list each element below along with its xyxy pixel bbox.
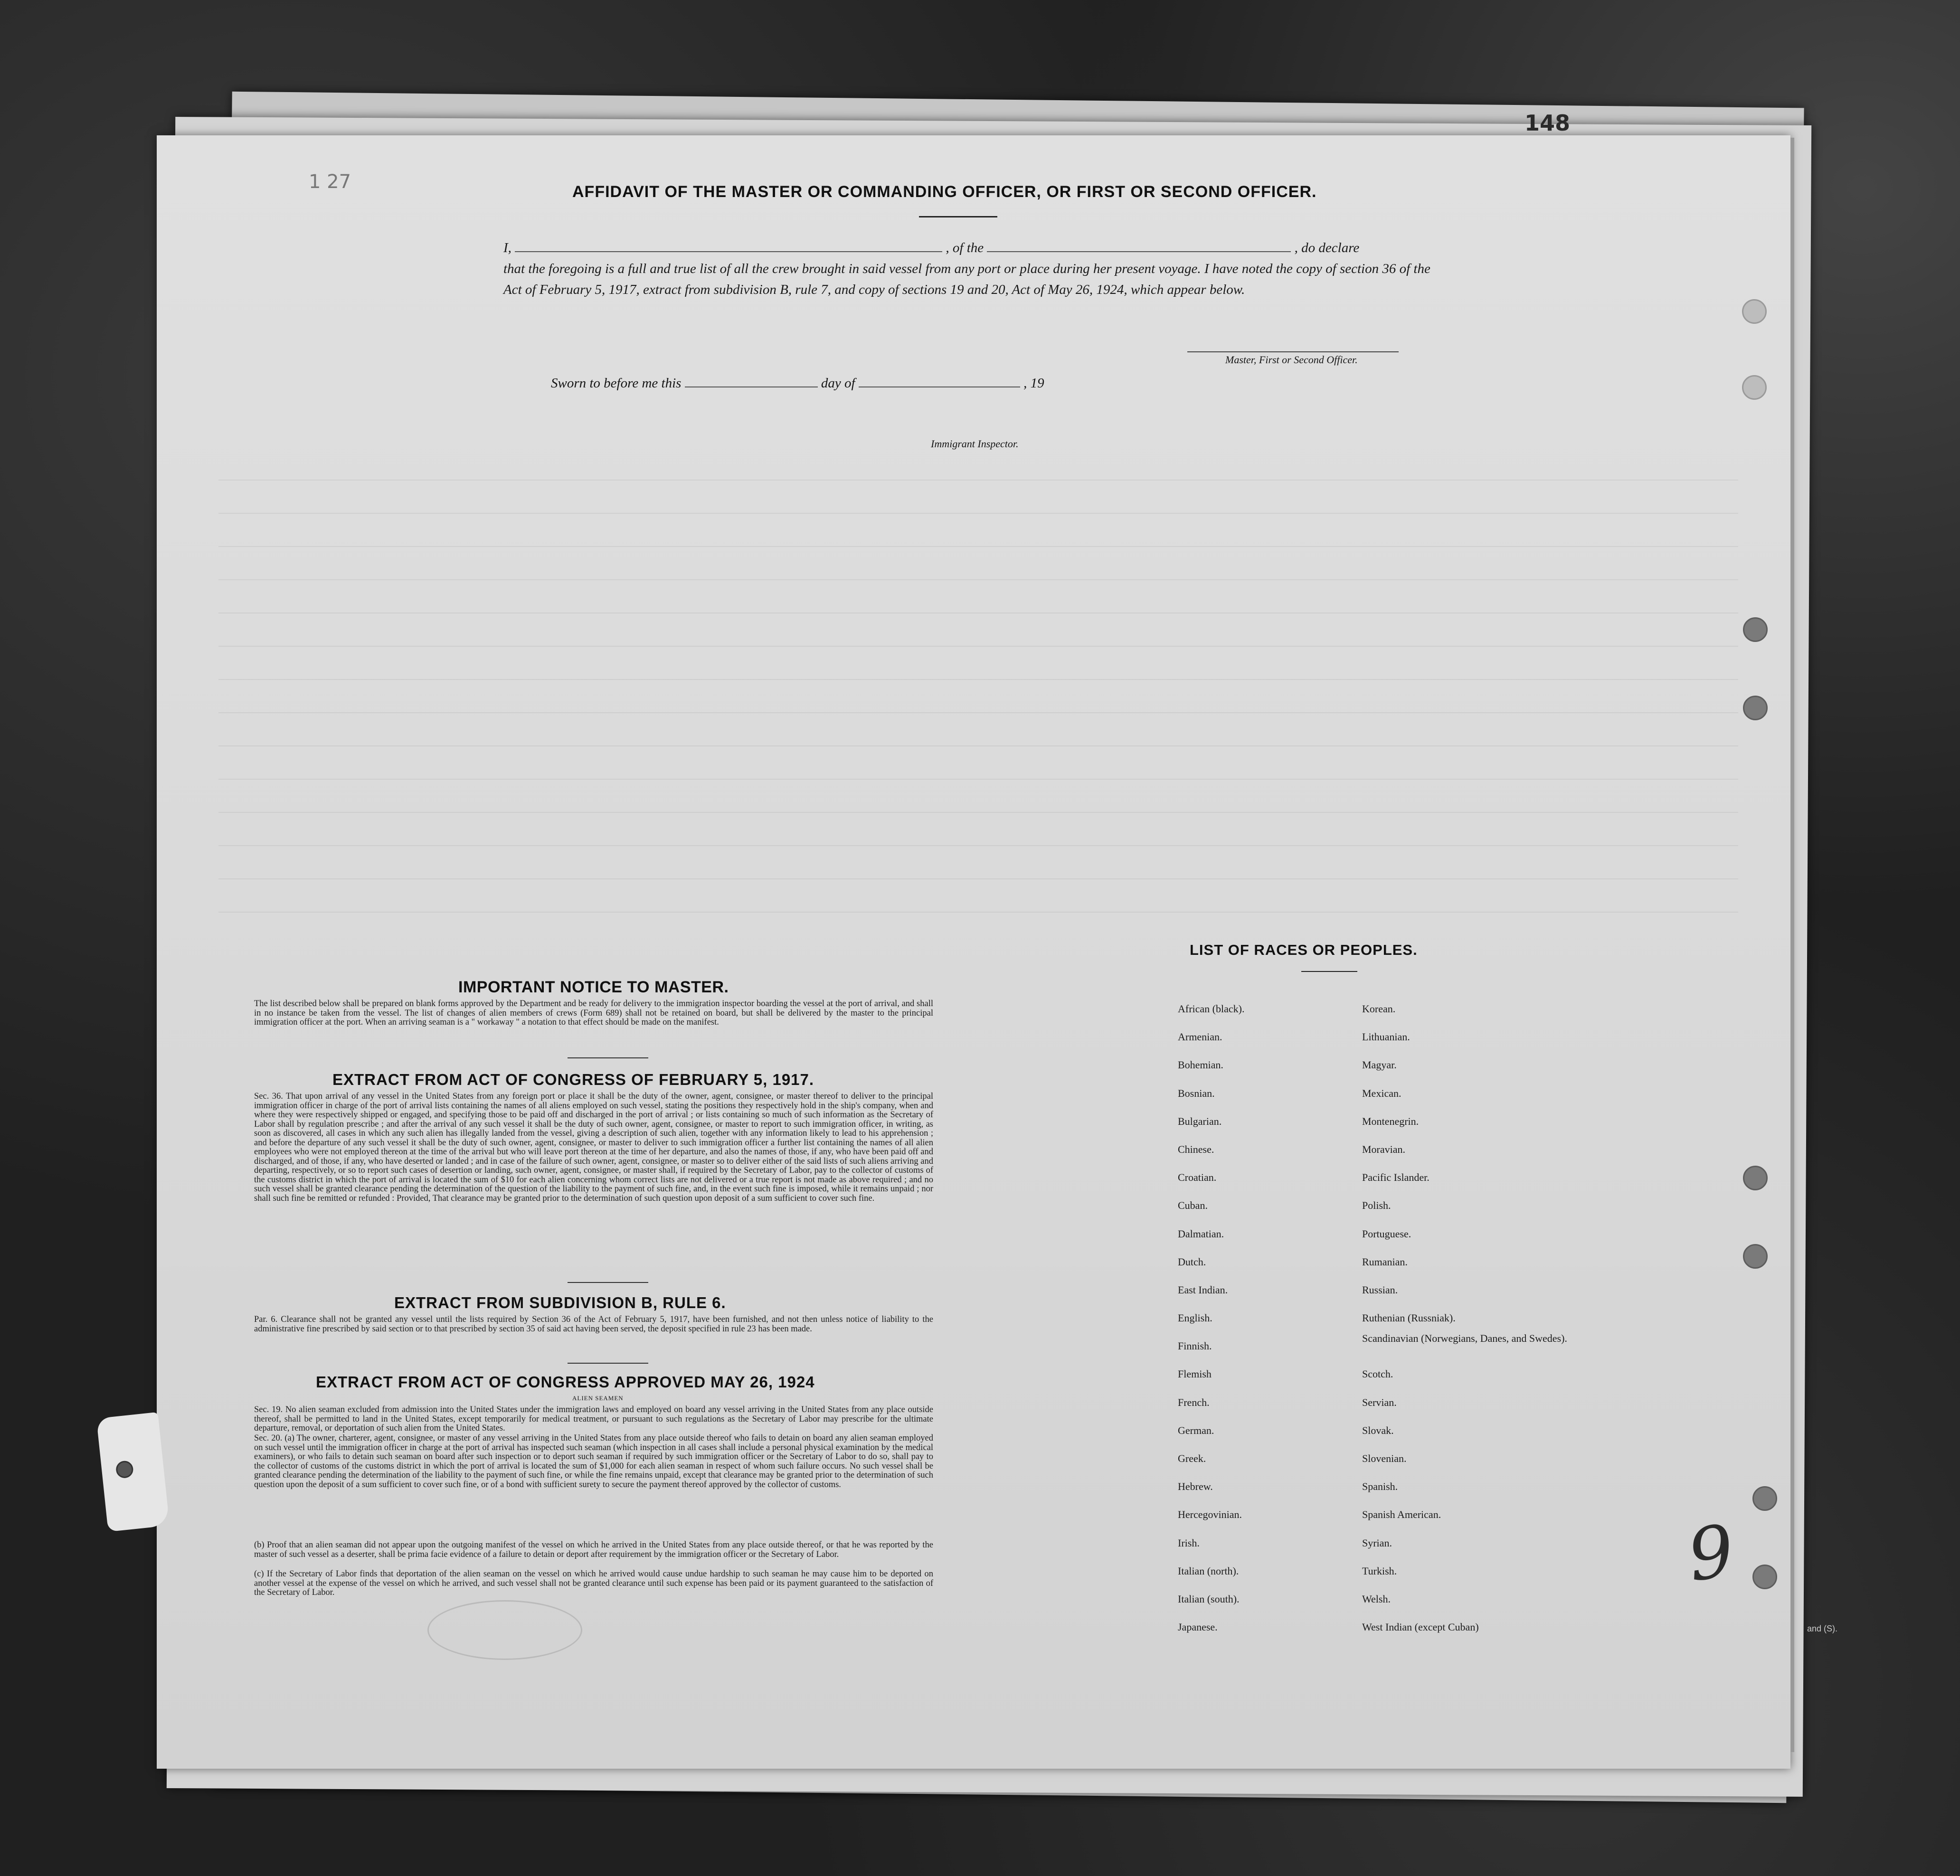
punch-hole	[1742, 299, 1767, 324]
month-field[interactable]	[859, 375, 1020, 387]
alien-seamen-subtitle: ALIEN SEAMEN	[572, 1395, 624, 1402]
races-column-2	[1362, 995, 1567, 1641]
tag-hole	[115, 1460, 134, 1479]
race-item: Syrian.	[1362, 1537, 1392, 1549]
race-item: Japanese.	[1178, 1621, 1218, 1633]
declaration-do-declare: , do declare	[1294, 240, 1360, 255]
race-item: Italian (north).	[1178, 1565, 1239, 1577]
race-item: Scandinavian (Norwegians, Danes, and Swedes).	[1362, 1332, 1567, 1345]
race-item: Hebrew.	[1178, 1480, 1213, 1493]
bleed-through-line	[218, 579, 1738, 580]
race-item: Rumanian.	[1362, 1255, 1408, 1268]
race-item: Welsh.	[1362, 1593, 1391, 1605]
race-item: Mexican.	[1362, 1087, 1401, 1099]
race-item: Slovak.	[1362, 1424, 1394, 1436]
race-item: Italian (south).	[1178, 1593, 1240, 1605]
race-item: Russian.	[1362, 1283, 1398, 1296]
bleed-through-line	[218, 812, 1738, 813]
page-number: 148	[1524, 110, 1571, 136]
sworn-line	[551, 375, 1044, 391]
race-item: Dalmatian.	[1178, 1227, 1224, 1240]
race-item: Polish.	[1362, 1199, 1391, 1212]
race-item: English.	[1178, 1312, 1212, 1324]
race-item: Croatian.	[1178, 1171, 1217, 1184]
vessel-field[interactable]	[987, 240, 1291, 252]
punch-hole	[1752, 1486, 1777, 1511]
section-separator	[568, 1363, 648, 1364]
punch-hole	[1743, 1244, 1768, 1269]
title-rule	[919, 216, 997, 217]
race-item: Bulgarian.	[1178, 1115, 1222, 1127]
signature-line[interactable]	[1187, 351, 1399, 352]
race-item: Hercegovinian.	[1178, 1508, 1242, 1521]
races-column-1	[1178, 995, 1244, 1641]
race-item: Pacific Islander.	[1362, 1171, 1430, 1184]
section-separator	[568, 1057, 648, 1058]
punch-hole	[1742, 375, 1767, 400]
affidavit-title: AFFIDAVIT OF THE MASTER OR COMMANDING OFFICER, OR FIRST OR SECOND OFFICER.	[572, 183, 1317, 201]
title-rule	[1301, 971, 1357, 972]
section-20b-text: (b) Proof that an alien seaman did not appear upon the outgoing manifest of the vessel on which he arrived in the United States from any place outside thereof, or that he was reported by the master of such vessel as a deserter, shall be prima facie evidence of a failure to detain or deport after requirement by the immigration officer or the Secretary of Labor.	[254, 1540, 933, 1559]
race-item: Servian.	[1362, 1396, 1397, 1408]
sworn-year: , 19	[1023, 376, 1044, 391]
punch-hole	[1743, 1166, 1768, 1190]
race-item: French.	[1178, 1396, 1210, 1408]
punch-hole	[1743, 617, 1768, 642]
race-item: Slovenian.	[1362, 1452, 1407, 1464]
race-item: Portuguese.	[1362, 1227, 1411, 1240]
margin-note: 1 27	[309, 171, 351, 193]
race-item: Korean.	[1362, 1003, 1396, 1015]
sworn-prefix: Sworn to before me this	[551, 376, 682, 391]
race-item: Lithuanian.	[1362, 1031, 1410, 1043]
bleed-through-line	[218, 546, 1738, 547]
race-item: West Indian (except Cuban)	[1362, 1621, 1479, 1633]
section-separator	[568, 1282, 648, 1283]
race-item: Spanish.	[1362, 1480, 1398, 1493]
inspector-label: Immigrant Inspector.	[931, 438, 1019, 450]
bleed-through-line	[218, 679, 1738, 680]
declaration-body: that the foregoing is a full and true list of all the crew brought in said vessel from any port or place during her present voyage. I have noted the copy of section 36 of the Act of February 5, 1917, extract from subdivision B, rule 7, and copy of sections 19 and 20, Act of May 26, 1924, which appear below.	[503, 261, 1430, 297]
race-item: Dutch.	[1178, 1255, 1206, 1268]
bleed-through-line	[218, 878, 1738, 879]
race-item: Irish.	[1178, 1537, 1200, 1549]
notice-body: The list described below shall be prepared on blank forms approved by the Department and be ready for delivery to the immigration inspector boarding the vessel at the port of arrival, and shall in no instance be taken from the vessel. The list of changes of alien members of crews (Form 689) shall not be retained on board, but shall be delivered by the master to the principal immigration officer at the port. When an arriving seaman is a " workaway " a notation to that effect should be made on the manifest.	[254, 999, 933, 1027]
notice-title: IMPORTANT NOTICE TO MASTER.	[458, 978, 729, 996]
race-item: African (black).	[1178, 1003, 1245, 1015]
race-item: Greek.	[1178, 1452, 1206, 1464]
section-20-text: Sec. 20. (a) The owner, charterer, agent, consignee, or master of any vessel arriving in the United States from any place outside thereof who fails to detain on board any alien seaman employed on such vessel until the immigration officer in charge at the port of arrival has inspected such seaman (which inspection in all cases shall include a personal physical examination by the medical examiners), or who fails to detain such seaman on board after such inspection or to deport such seaman if required by such immigration officer or the Secretary of Labor to do so, shall pay to the collector of customs of the customs district in which the port of arrival is located the sum of $1,000 for each alien seaman in respect of whom such failure occurs. No such vessel shall be granted clearance pending the determination of the liability to the payment of such fine, or while the fine remains unpaid, except that clearance may be granted prior to the determination of such question upon the deposit of a sum sufficient to cover such fine, or of a bond with sufficient surety to secure the payment thereof approved by the collector of customs.	[254, 1433, 933, 1489]
punch-hole	[1752, 1565, 1777, 1589]
day-field[interactable]	[685, 375, 818, 387]
bleed-through-line	[218, 912, 1738, 913]
race-item: German.	[1178, 1424, 1214, 1436]
subdivision-title: EXTRACT FROM SUBDIVISION B, RULE 6.	[394, 1294, 726, 1311]
declaration-line	[503, 237, 1434, 258]
race-item: Montenegrin.	[1362, 1115, 1419, 1127]
race-item: Ruthenian (Russniak).	[1362, 1312, 1456, 1324]
extract-1917-title: EXTRACT FROM ACT OF CONGRESS OF FEBRUARY 5, 1917.	[332, 1071, 814, 1088]
page-edge	[1790, 138, 1794, 1752]
affidavit-declaration	[503, 237, 1434, 300]
faded-stamp	[427, 1600, 582, 1660]
section-36-text: Sec. 36. That upon arrival of any vessel in the United States from any foreign port or place it shall be the duty of the owner, agent, consignee, or master thereof to deliver to the principal immigration officer in charge of the port of arrival lists containing the names of all aliens employed on such vessel, stating the positions they respectively hold in the ship's company, when and where they were respectively shipped or engaged, and specifying those to be paid off and discharged in the port of arrival ; or lists containing so much of such information as the Secretary of Labor shall by regulation prescribe ; and after the arrival of any such vessel it shall be the duty of such owner, agent, consignee, or master to report to such immigration officer, in writing, as soon as discovered, all cases in which any such alien has illegally landed from the vessel, giving a description of such alien, together with any information likely to lead to his apprehension ; and before the departure of any such vessel it shall be the duty of such owner, agent, consignee, or master to deliver to such immigration officer a further list containing the names of all alien employees who were not employed thereon at the time of the arrival but who will leave port thereon at the time of her departure, and also the names of those, if any, who have been paid off and discharged, and of those, if any, who have deserted or landed ; and in case of the failure of such owner, agent, consignee, or master so to deliver either of the said lists of such aliens arriving and departing, respectively, or so to report such cases of desertion or landing, such owner, agent, consignee, or master shall, if required by the Secretary of Labor, pay to the collector of customs of the customs district in which the port of arrival is located the sum of $10 for each alien concerning whom correct lists are not delivered or a true report is not made as above required ; and no such vessel shall be granted clearance pending the determination of the question of the liability to the payment of such fine, and, in the event such fine is imposed, while it remains unpaid ; nor shall such fine be remitted or refunded : Provided, That clearance may be granted prior to the determination of such question upon deposit of a sum sufficient to cover such fine.	[254, 1092, 933, 1203]
race-item: East Indian.	[1178, 1283, 1228, 1296]
paper-tag	[96, 1412, 170, 1532]
bleed-through-line	[218, 745, 1738, 746]
race-item: Cuban.	[1178, 1199, 1208, 1212]
race-item: Chinese.	[1178, 1143, 1214, 1155]
race-item: Bosnian.	[1178, 1087, 1215, 1099]
bleed-through-line	[218, 480, 1738, 481]
handwritten-mark: 9	[1683, 1509, 1740, 1598]
race-item: Moravian.	[1362, 1143, 1406, 1155]
race-item: Armenian.	[1178, 1031, 1222, 1043]
extract-1924-title: EXTRACT FROM ACT OF CONGRESS APPROVED MAY 26, 1924	[316, 1373, 815, 1391]
sworn-day-of: day of	[821, 376, 855, 391]
punch-hole	[1743, 696, 1768, 720]
bleed-through-line	[218, 513, 1738, 514]
race-item: Spanish American.	[1362, 1508, 1441, 1521]
bleed-through-line	[218, 845, 1738, 846]
bleed-through-line	[218, 712, 1738, 713]
section-20c-text: (c) If the Secretary of Labor finds that deportation of the alien seaman on the vessel on which he arrived would cause undue hardship to such seaman he may cause him to be deported on another vessel at the expense of the vessel on which he arrived, and such vessel shall not be granted clearance until such expense has been paid or its payment guaranteed to the satisfaction of the Secretary of Labor.	[254, 1569, 933, 1597]
race-item: Scotch.	[1362, 1368, 1393, 1380]
race-item: Finnish.	[1178, 1340, 1212, 1352]
race-item: Turkish.	[1362, 1565, 1397, 1577]
bleed-through-line	[218, 646, 1738, 647]
signature-label: Master, First or Second Officer.	[1225, 354, 1358, 366]
paragraph-6-text: Par. 6. Clearance shall not be granted any vessel until the lists required by Section 36 of the Act of February 5, 1917, have been furnished, and not then unless notice of liability to the administrative fine prescribed by said section or to that prescribed by section 35 of said act having been served, the deposit specified in rule 23 has been made.	[254, 1315, 933, 1334]
declaration-i: I,	[503, 240, 511, 255]
edge-text: and (S).	[1807, 1624, 1838, 1633]
name-field[interactable]	[515, 240, 942, 252]
declaration-of-the: , of the	[946, 240, 984, 255]
race-item: Flemish	[1178, 1368, 1212, 1380]
bleed-through-line	[218, 779, 1738, 780]
race-item: Magyar.	[1362, 1059, 1397, 1071]
race-item: Bohemian.	[1178, 1059, 1223, 1071]
section-19-text: Sec. 19. No alien seaman excluded from admission into the United States under the immigration laws and employed on board any vessel arriving in the United States from any place outside thereof, shall be permitted to land in the United States, except temporarily for medical treatment, or pursuant to such regulations as the Secretary of Labor may prescribe for the ultimate departure, removal, or deportation of such alien from the United States.	[254, 1405, 933, 1433]
races-title: LIST OF RACES OR PEOPLES.	[1190, 942, 1418, 958]
